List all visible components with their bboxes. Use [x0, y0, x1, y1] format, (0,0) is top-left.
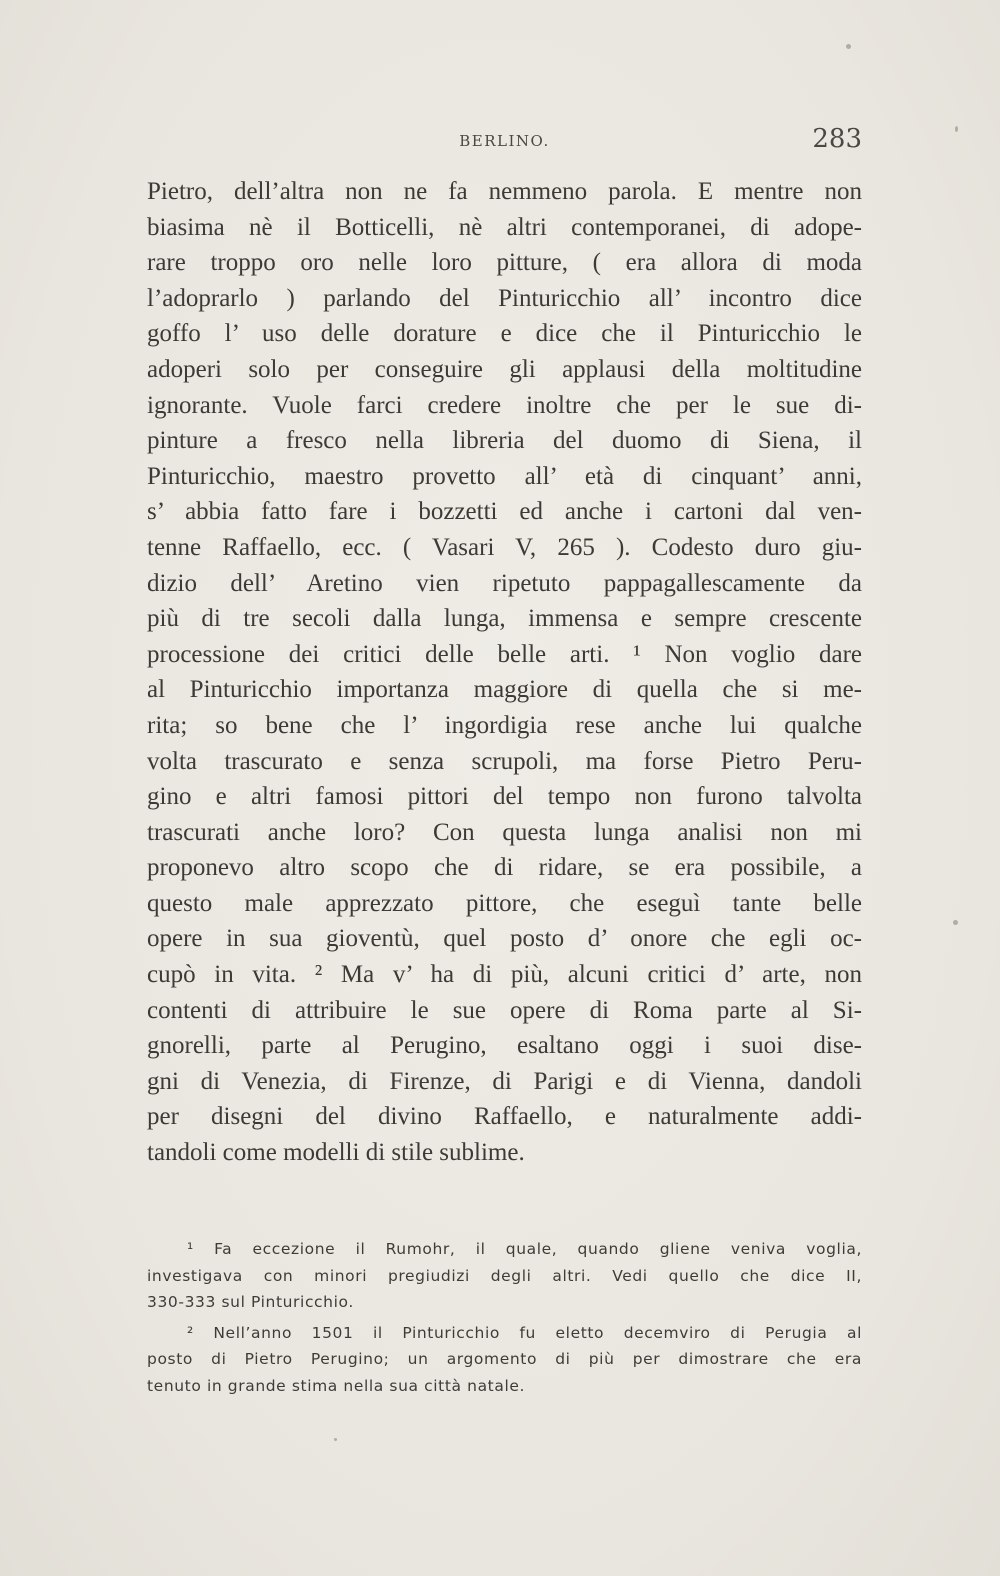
- text-line: biasima nè il Botticelli, nè altri contemporanei, di adope-: [147, 213, 862, 241]
- text-line: contenti di attribuire le sue opere di Roma parte al Si-: [147, 996, 862, 1024]
- text-line: dizio dell’ Aretino vien ripetuto pappagallescamente da: [147, 569, 862, 597]
- text-line: opere in sua gioventù, quel posto d’ onore che egli oc-: [147, 925, 862, 953]
- footnote-line: investigava con minori pregiudizi degli altri. Vedi quello che dice II,: [147, 1266, 862, 1285]
- text-line: gino e altri famosi pittori del tempo non furono talvolta: [147, 783, 862, 811]
- paper-speck: [953, 920, 958, 925]
- text-line: cupò in vita. ² Ma v’ ha di più, alcuni critici d’ arte, non: [147, 961, 862, 989]
- text-line: al Pinturicchio importanza maggiore di quella che si me-: [147, 676, 862, 704]
- paper-speck: [955, 126, 958, 132]
- text-line: adoperi solo per conseguire gli applausi della moltitudine: [147, 355, 862, 383]
- text-line: Pietro, dell’altra non ne fa nemmeno parola. E mentre non: [147, 178, 862, 205]
- text-line: s’ abbia fatto fare i bozzetti ed anche i cartoni dal ven-: [147, 498, 862, 526]
- running-head: BERLINO.: [459, 132, 550, 150]
- text-line: l’adoprarlo ) parlando del Pinturicchio all’ incontro dice: [147, 284, 862, 312]
- text-line: rita; so bene che l’ ingordigia rese anche lui qualche: [147, 711, 862, 739]
- text-line: proponevo altro scopo che di ridare, se era possibile, a: [147, 854, 862, 882]
- footnote-line: posto di Pietro Perugino; un argomento di più per dimostrare che era: [147, 1350, 862, 1368]
- text-line: pinture a fresco nella libreria del duomo di Siena, il: [147, 427, 862, 455]
- footnote-line: ¹ Fa eccezione il Rumohr, il quale, quando gliene veniva voglia,: [187, 1240, 862, 1258]
- text-line: questo male apprezzato pittore, che eseguì tante belle: [147, 889, 862, 917]
- text-line: volta trascurato e senza scrupoli, ma forse Pietro Peru-: [147, 747, 862, 775]
- paper-speck: [334, 1438, 337, 1441]
- text-line: gni di Venezia, di Firenze, di Parigi e di Vienna, dandoli: [147, 1067, 862, 1095]
- page-header: [147, 124, 862, 164]
- text-line: trascurati anche loro? Con questa lunga analisi non mi: [147, 818, 862, 846]
- text-line: per disegni del divino Raffaello, e naturalmente addi-: [147, 1103, 862, 1131]
- text-line: Pinturicchio, maestro provetto all’ età di cinquant’ anni,: [147, 462, 862, 490]
- page-number: 283: [812, 124, 862, 154]
- main-text: [147, 174, 862, 1171]
- text-line: tenne Raffaello, ecc. ( Vasari V, 265 ). Codesto duro giu-: [147, 533, 862, 561]
- footnote-line: 330-333 sul Pinturicchio.: [147, 1293, 354, 1311]
- text-line: più di tre secoli dalla lunga, immensa e sempre crescente: [147, 605, 862, 633]
- paper-speck: [846, 44, 851, 49]
- footnote-line: ² Nell’anno 1501 il Pinturicchio fu eletto decemviro di Perugia al: [187, 1323, 862, 1342]
- text-line: rare troppo oro nelle loro pitture, ( era allora di moda: [147, 249, 862, 277]
- text-line: goffo l’ uso delle dorature e dice che il Pinturicchio le: [147, 320, 862, 348]
- text-line: tandoli come modelli di stile sublime.: [147, 1139, 525, 1167]
- text-line: ignorante. Vuole farci credere inoltre che per le sue di-: [147, 391, 862, 419]
- text-line: processione dei critici delle belle arti. ¹ Non voglio dare: [147, 640, 862, 668]
- text-line: gnorelli, parte al Perugino, esaltano oggi i suoi dise-: [147, 1032, 862, 1060]
- footnote-line: tenuto in grande stima nella sua città natale.: [147, 1376, 526, 1395]
- footnote-2: [147, 1320, 862, 1400]
- footnotes: [147, 1236, 862, 1399]
- footnote-1: [147, 1236, 862, 1316]
